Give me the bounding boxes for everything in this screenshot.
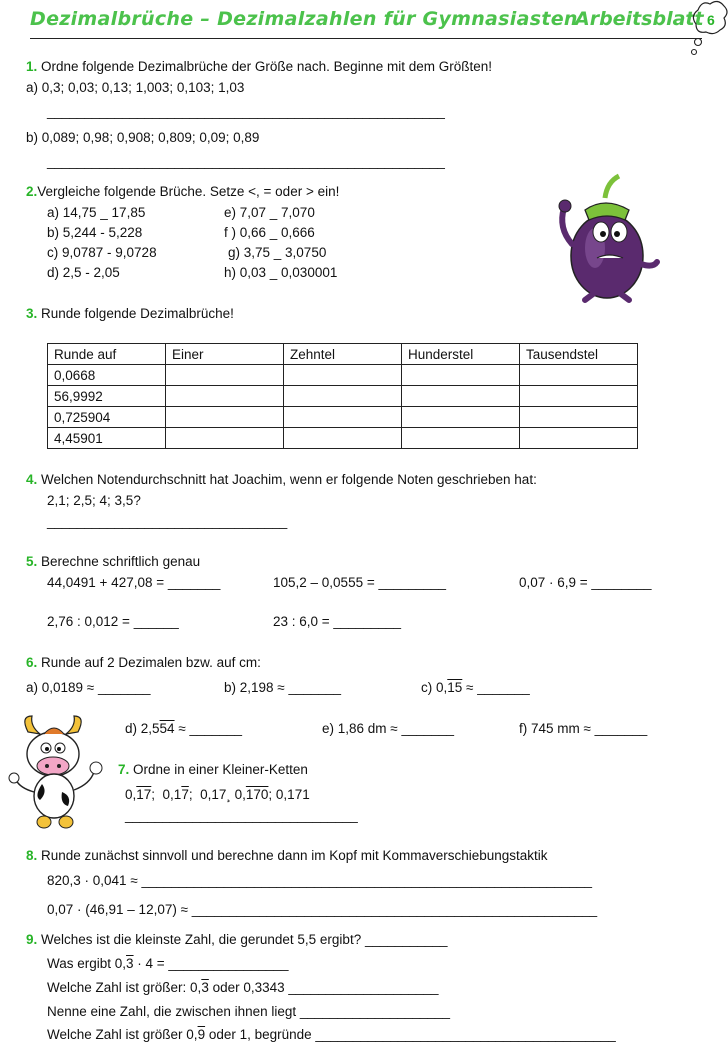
- answer-cell[interactable]: [402, 428, 520, 449]
- page-title: Dezimalbrüche – Dezimalzahlen für Gymnasiasten: [30, 8, 578, 30]
- task4-answer-line[interactable]: ________________________________: [47, 514, 288, 529]
- task9-heading: 9. Welches ist die kleinste Zahl, die gerundet 5,5 ergibt? ___________: [26, 932, 448, 947]
- table-cell-value: 0,0668: [48, 365, 166, 386]
- table-header: Einer: [166, 344, 284, 365]
- table-header: Tausendstel: [520, 344, 638, 365]
- task6-item: b) 2,198 ≈ _______: [224, 680, 342, 695]
- task1-a-answer-line[interactable]: _____________________________________________________: [47, 104, 445, 119]
- task6-item: f) 745 mm ≈ _______: [519, 721, 648, 736]
- task2-item: c) 9,0787 - 9,0728: [47, 245, 157, 260]
- header-divider: [30, 38, 702, 39]
- task6-item: a) 0,0189 ≈ _______: [26, 680, 151, 695]
- task2-item: b) 5,244 - 5,228: [47, 225, 143, 240]
- answer-cell[interactable]: [284, 428, 402, 449]
- worksheet-label: Arbeitsblatt: [575, 8, 704, 30]
- task2-item: d) 2,5 - 2,05: [47, 265, 120, 280]
- task1-b: b) 0,089; 0,98; 0,908; 0,809; 0,09; 0,89: [26, 130, 260, 145]
- task2-item: g) 3,75 _ 3,0750: [228, 245, 327, 260]
- task7-heading: 7. Ordne in einer Kleiner-Ketten: [118, 762, 308, 777]
- table-row: [48, 365, 638, 386]
- task1-a: a) 0,3; 0,03; 0,13; 1,003; 0,103; 1,03: [26, 80, 245, 95]
- task1-heading: 1. Ordne folgende Dezimalbrüche der Größe nach. Beginne mit dem Größten!: [26, 59, 492, 74]
- answer-cell[interactable]: [402, 365, 520, 386]
- task2-item: a) 14,75 _ 17,85: [47, 205, 146, 220]
- answer-cell[interactable]: [284, 407, 402, 428]
- task2-heading: 2.Vergleiche folgende Brüche. Setze <, = oder > ein!: [26, 184, 340, 199]
- task5-expression: 44,0491 + 427,08 = _______: [47, 575, 221, 590]
- answer-cell[interactable]: [166, 407, 284, 428]
- answer-cell[interactable]: [520, 428, 638, 449]
- table-header: Runde auf: [48, 344, 166, 365]
- answer-cell[interactable]: [166, 428, 284, 449]
- answer-cell[interactable]: [166, 365, 284, 386]
- task9-question: Was ergibt 0,3 · 4 = ________________: [47, 956, 289, 971]
- table-header: Zehntel: [284, 344, 402, 365]
- eggplant-mascot-image: [545, 168, 665, 303]
- task6-item: c) 0,15 ≈ _______: [421, 680, 530, 695]
- answer-cell[interactable]: [166, 386, 284, 407]
- table-row: [48, 428, 638, 449]
- answer-cell[interactable]: [284, 386, 402, 407]
- answer-cell[interactable]: [520, 386, 638, 407]
- task5-expression: 23 : 6,0 = _________: [273, 614, 401, 629]
- task4-heading: 4. Welchen Notendurchschnitt hat Joachim, wenn er folgende Noten geschrieben hat:: [26, 472, 537, 487]
- task2-item: h) 0,03 _ 0,030001: [224, 265, 338, 280]
- task1-b-answer-line[interactable]: _____________________________________________________: [47, 154, 445, 169]
- answer-cell[interactable]: [402, 386, 520, 407]
- table-cell-value: 0,725904: [48, 407, 166, 428]
- table-row: [48, 386, 638, 407]
- page-number: 6: [707, 12, 715, 28]
- task3-heading: 3. Runde folgende Dezimalbrüche!: [26, 306, 234, 321]
- task9-question: Welche Zahl ist größer: 0,3 oder 0,3343 ____________________: [47, 980, 439, 995]
- task5-expression: 105,2 – 0,0555 = _________: [273, 575, 447, 590]
- task5-expression: 2,76 : 0,012 = ______: [47, 614, 179, 629]
- task7-answer-line[interactable]: _______________________________: [125, 808, 358, 823]
- answer-cell[interactable]: [284, 365, 402, 386]
- table-header: Hunderstel: [402, 344, 520, 365]
- table-cell-value: 4,45901: [48, 428, 166, 449]
- task5-expression: 0,07 · 6,9 = ________: [519, 575, 652, 590]
- task2-item: e) 7,07 _ 7,070: [224, 205, 315, 220]
- task8-heading: 8. Runde zunächst sinnvoll und berechne dann im Kopf mit Kommaverschiebungstaktik: [26, 848, 548, 863]
- table-row: [48, 407, 638, 428]
- answer-cell[interactable]: [520, 407, 638, 428]
- cow-mascot-image: [4, 714, 114, 832]
- task8-expression: 0,07 · (46,91 – 12,07) ≈ ______________________________________________________: [47, 902, 598, 917]
- task6-heading: 6. Runde auf 2 Dezimalen bzw. auf cm:: [26, 655, 261, 670]
- table-header-row: [48, 344, 638, 365]
- answer-cell[interactable]: [402, 407, 520, 428]
- rounding-table: [47, 343, 638, 449]
- task7-numbers: 0,17; 0,17; 0,17¸ 0,170; 0,171: [125, 787, 310, 802]
- task4-grades: 2,1; 2,5; 4; 3,5?: [47, 493, 141, 508]
- task6-item: e) 1,86 dm ≈ _______: [322, 721, 455, 736]
- task5-heading: 5. Berechne schriftlich genau: [26, 554, 201, 569]
- answer-cell[interactable]: [520, 365, 638, 386]
- thought-cloud-icon: [690, 0, 728, 64]
- task8-expression: 820,3 · 0,041 ≈ ____________________________________________________________: [47, 873, 592, 888]
- task2-item: f ) 0,66 _ 0,666: [224, 225, 315, 240]
- task6-item: d) 2,554 ≈ _______: [125, 721, 243, 736]
- table-cell-value: 56,9992: [48, 386, 166, 407]
- task9-question: Nenne eine Zahl, die zwischen ihnen liegt ____________________: [47, 1004, 451, 1019]
- task9-question: Welche Zahl ist größer 0,9 oder 1, begründe ________________________________________: [47, 1027, 616, 1042]
